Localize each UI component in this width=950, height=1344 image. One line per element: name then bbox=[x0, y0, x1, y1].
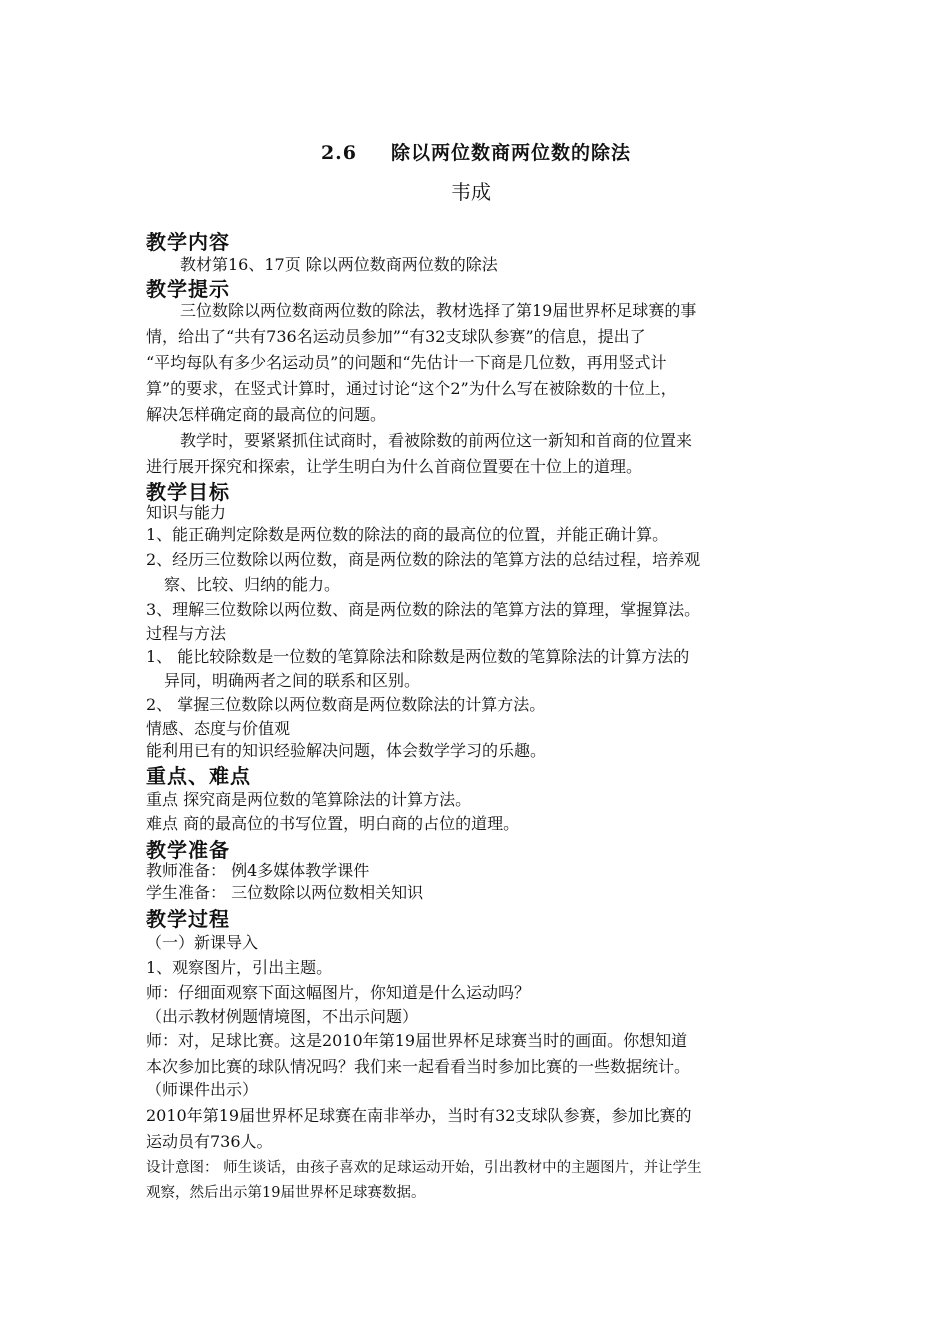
process-line-4: （出示教材例题情境图，不出示问题） bbox=[146, 1007, 419, 1026]
process-line-5: 师：对，足球比赛。这是2010年第19届世界杯足球赛当时的画面。你想知道 bbox=[146, 1031, 688, 1050]
page-title bbox=[146, 138, 806, 165]
design-intent-line-1: 设计意图： 师生谈话，由孩子喜欢的足球运动开始，引出教材中的主题图片，并让学生 bbox=[146, 1160, 702, 1176]
heading-preparation: 教学准备 bbox=[146, 838, 230, 862]
heading-objectives: 教学目标 bbox=[146, 480, 230, 504]
objective-line-11: 能利用已有的知识经验解决问题，体会数学学习的乐趣。 bbox=[146, 741, 547, 760]
objective-line-5: 3、理解三位数除以两位数、商是两位数的除法的笔算方法的算理，掌握算法。 bbox=[146, 600, 701, 619]
design-intent-line-2: 观察，然后出示第19届世界杯足球赛数据。 bbox=[146, 1185, 426, 1201]
author: 韦成 bbox=[451, 180, 491, 204]
title-text: 除以两位数商两位数的除法 bbox=[391, 142, 632, 164]
hint-line-6: 教学时，要紧紧抓住试商时，看被除数的前两位这一新知和首商的位置来 bbox=[180, 431, 693, 450]
key-point-line-2: 难点 商的最高位的书写位置，明白商的占位的道理。 bbox=[146, 814, 520, 833]
content-line: 教材第16、17页 除以两位数商两位数的除法 bbox=[180, 255, 498, 274]
process-line-1: （一）新课导入 bbox=[146, 933, 259, 952]
objective-line-4: 察、比较、归纳的能力。 bbox=[164, 575, 341, 594]
hint-line-4: 算”的要求，在竖式计算时，通过讨论“这个2”为什么写在被除数的十位上， bbox=[146, 379, 677, 398]
preparation-line-2: 学生准备： 三位数除以两位数相关知识 bbox=[146, 883, 424, 902]
heading-content: 教学内容 bbox=[146, 230, 230, 254]
key-point-line-1: 重点 探究商是两位数的笔算除法的计算方法。 bbox=[146, 790, 472, 809]
objective-line-2: 1、能正确判定除数是两位数的除法的商的最高位的位置，并能正确计算。 bbox=[146, 525, 669, 544]
process-line-3: 师：仔细面观察下面这幅图片，你知道是什么运动吗？ bbox=[146, 983, 531, 1002]
objective-line-1: 知识与能力 bbox=[146, 503, 227, 522]
process-line-6: 本次参加比赛的球队情况吗？我们来一起看看当时参加比赛的一些数据统计。 bbox=[146, 1057, 691, 1076]
heading-key-points: 重点、难点 bbox=[146, 764, 251, 788]
objective-line-10: 情感、态度与价值观 bbox=[146, 719, 291, 738]
objective-line-9: 2、 掌握三位数除以两位数商是两位数除法的计算方法。 bbox=[146, 695, 546, 714]
objective-line-8: 异同，明确两者之间的联系和区别。 bbox=[164, 671, 421, 690]
process-line-9: 运动员有736人。 bbox=[146, 1132, 273, 1151]
heading-process: 教学过程 bbox=[146, 907, 230, 931]
hint-line-7: 进行展开探究和探索，让学生明白为什么首商位置要在十位上的道理。 bbox=[146, 457, 643, 476]
objective-line-3: 2、经历三位数除以两位数，商是两位数的除法的笔算方法的总结过程，培养观 bbox=[146, 550, 701, 569]
hint-line-2: 情，给出了“共有736名运动员参加”“有32支球队参赛”的信息，提出了 bbox=[146, 327, 646, 346]
title-number: 2.6 bbox=[320, 142, 358, 164]
hint-line-3: “平均每队有多少名运动员”的问题和“先估计一下商是几位数，再用竖式计 bbox=[146, 353, 667, 372]
hint-line-5: 解决怎样确定商的最高位的问题。 bbox=[146, 405, 387, 424]
process-line-7: （师课件出示） bbox=[146, 1080, 259, 1099]
hint-line-1: 三位数除以两位数商两位数的除法，教材选择了第19届世界杯足球赛的事 bbox=[180, 301, 697, 320]
objective-line-6: 过程与方法 bbox=[146, 624, 227, 643]
process-line-2: 1、观察图片，引出主题。 bbox=[146, 958, 333, 977]
heading-hints: 教学提示 bbox=[146, 277, 230, 301]
preparation-line-1: 教师准备： 例4多媒体教学课件 bbox=[146, 861, 370, 880]
objective-line-7: 1、 能比较除数是一位数的笔算除法和除数是两位数的笔算除法的计算方法的 bbox=[146, 647, 690, 666]
process-line-8: 2010年第19届世界杯足球赛在南非举办，当时有32支球队参赛，参加比赛的 bbox=[146, 1106, 692, 1125]
